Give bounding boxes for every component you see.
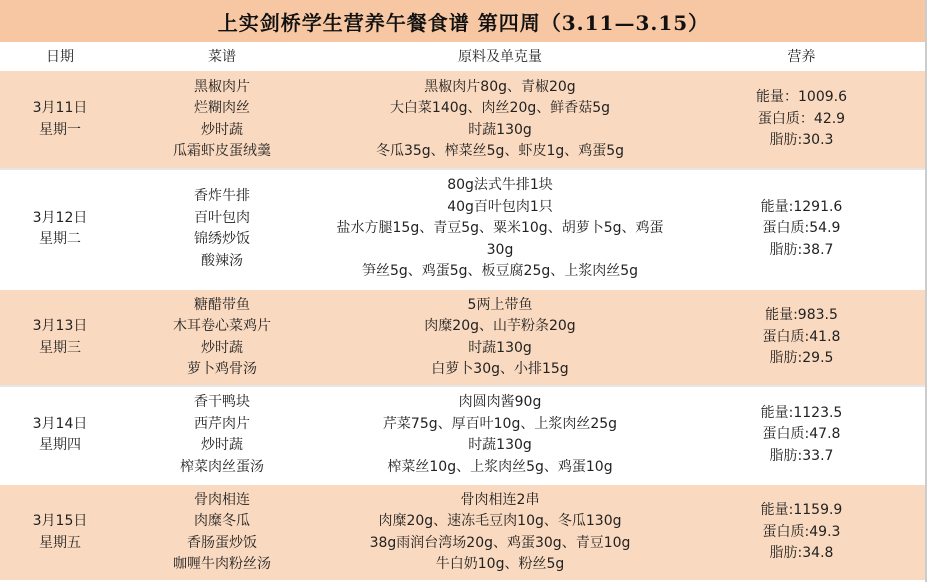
ingredient-line: 5两上带鱼 xyxy=(467,296,533,313)
dish-item: 瓜霜虾皮蛋绒羹 xyxy=(173,143,271,159)
ingredients-cell xyxy=(324,175,676,283)
ingredient-line: 牛白奶10g、粉丝5g xyxy=(435,556,565,572)
ingredient-line: 时蔬130g xyxy=(468,121,532,138)
ingredient-line: 大白菜140g、肉丝20g、鲜香菇5g xyxy=(389,100,611,116)
fat-value: 脂肪:33.7 xyxy=(769,447,834,464)
fat-value: 脂肪:29.5 xyxy=(769,350,834,367)
weekday-label: 星期三 xyxy=(39,339,81,356)
ingredient-line: 40g百叶包肉1只 xyxy=(447,198,553,215)
dishes-cell xyxy=(120,77,324,163)
protein-value: 蛋白质:47.8 xyxy=(762,426,841,443)
dish-item: 酸辣汤 xyxy=(201,252,243,269)
date-cell xyxy=(0,98,120,141)
dish-item: 炒时蔬 xyxy=(201,121,243,138)
date-label: 3月14日 xyxy=(32,415,88,432)
ingredient-line: 白萝卜30g、小排15g xyxy=(431,361,569,377)
energy-value: 能量:983.5 xyxy=(765,307,838,324)
ingredient-line: 80g法式牛排1块 xyxy=(447,177,553,194)
dish-item: 烂糊肉丝 xyxy=(194,100,250,116)
weekday-label: 星期五 xyxy=(39,534,81,551)
ingredients-cell xyxy=(324,490,676,576)
energy-value: 能量：1009.6 xyxy=(756,89,847,106)
dish-item: 香干鸭块 xyxy=(194,394,250,410)
table-row xyxy=(0,483,927,580)
date-label: 3月15日 xyxy=(32,513,88,529)
weekday-label: 星期二 xyxy=(39,231,81,247)
ingredient-line: 榨菜丝10g、上浆肉丝5g、鸡蛋10g xyxy=(387,458,613,475)
header-dishes: 菜谱 xyxy=(208,48,236,65)
header-nutrition: 营养 xyxy=(787,48,816,65)
weekday-label: 星期四 xyxy=(39,437,81,453)
table-row xyxy=(0,69,927,168)
fat-value: 脂肪:34.8 xyxy=(769,545,834,562)
dish-item: 炒时蔬 xyxy=(201,339,243,356)
dish-item: 骨肉相连 xyxy=(194,491,250,508)
date-label: 3月13日 xyxy=(32,318,88,334)
dish-item: 肉糜冬瓜 xyxy=(194,513,250,529)
date-cell xyxy=(0,414,120,457)
ingredient-line: 笋丝5g、鸡蛋5g、板豆腐25g、上浆肉丝5g xyxy=(361,263,639,280)
ingredient-line: 芹菜75g、厚百叶10g、上浆肉丝25g xyxy=(382,415,618,432)
weekday-label: 星期一 xyxy=(39,121,81,138)
date-label: 3月12日 xyxy=(32,209,88,226)
date-label: 3月11日 xyxy=(32,100,88,116)
dish-item: 香炸牛排 xyxy=(194,188,250,204)
dish-item: 木耳卷心菜鸡片 xyxy=(173,318,271,334)
protein-value: 蛋白质：42.9 xyxy=(757,110,846,127)
nutrition-cell xyxy=(676,500,927,565)
dish-item: 糖醋带鱼 xyxy=(194,296,250,313)
energy-value: 能量:1159.9 xyxy=(760,502,843,519)
nutrition-cell xyxy=(676,403,927,468)
table-row xyxy=(0,288,927,385)
dish-item: 百叶包肉 xyxy=(194,209,250,226)
table-row xyxy=(0,385,927,483)
header-ingredients: 原料及单克量 xyxy=(458,48,542,65)
nutrition-cell xyxy=(676,87,927,152)
header-date: 日期 xyxy=(46,48,74,65)
dish-item: 炒时蔬 xyxy=(201,437,243,453)
table-row xyxy=(0,168,927,288)
fat-value: 脂肪:30.3 xyxy=(769,132,834,149)
energy-value: 能量:1123.5 xyxy=(760,404,843,421)
fat-value: 脂肪:38.7 xyxy=(769,241,834,258)
ingredient-line: 肉糜20g、山芋粉条20g xyxy=(424,318,576,334)
nutrition-cell xyxy=(676,305,927,370)
protein-value: 蛋白质:41.8 xyxy=(762,328,841,345)
ingredient-line: 30g xyxy=(486,241,514,258)
ingredient-line: 时蔬130g xyxy=(468,339,532,356)
dishes-cell xyxy=(120,186,324,272)
ingredient-line: 时蔬130g xyxy=(468,437,532,453)
date-cell xyxy=(0,316,120,359)
dish-item: 咖喱牛肉粉丝汤 xyxy=(173,556,271,572)
ingredient-line: 38g雨润台湾场20g、鸡蛋30g、青豆10g xyxy=(369,534,631,551)
dish-item: 锦绣炒饭 xyxy=(194,231,250,247)
dish-item: 萝卜鸡骨汤 xyxy=(187,361,257,377)
dish-item: 黑椒肉片 xyxy=(194,78,250,95)
dish-item: 榨菜肉丝蛋汤 xyxy=(180,458,264,475)
ingredient-line: 肉糜20g、速冻毛豆肉10g、冬瓜130g xyxy=(378,513,622,529)
table-header xyxy=(0,42,927,69)
dish-item: 西芹肉片 xyxy=(194,415,250,432)
date-cell xyxy=(0,511,120,554)
ingredient-line: 盐水方腿15g、青豆5g、粟米10g、胡萝卜5g、鸡蛋 xyxy=(336,220,664,237)
ingredients-cell xyxy=(324,392,676,478)
protein-value: 蛋白质:54.9 xyxy=(762,220,841,237)
dishes-cell xyxy=(120,490,324,576)
ingredient-line: 冬瓜35g、榨菜丝5g、虾皮1g、鸡蛋5g xyxy=(375,143,625,159)
energy-value: 能量:1291.6 xyxy=(760,198,843,215)
dishes-cell xyxy=(120,295,324,381)
ingredient-line: 肉圆肉酱90g xyxy=(458,394,542,410)
dishes-cell xyxy=(120,392,324,478)
dish-item: 香肠蛋炒饭 xyxy=(187,534,257,551)
ingredient-line: 黑椒肉片80g、青椒20g xyxy=(424,78,576,95)
nutrition-cell xyxy=(676,197,927,262)
page-title: 上实剑桥学生营养午餐食谱 第四周（3.11—3.15） xyxy=(0,0,927,42)
protein-value: 蛋白质:49.3 xyxy=(762,523,841,540)
date-cell xyxy=(0,208,120,251)
ingredients-cell xyxy=(324,295,676,381)
ingredient-line: 骨肉相连2串 xyxy=(460,491,540,508)
ingredients-cell xyxy=(324,77,676,163)
